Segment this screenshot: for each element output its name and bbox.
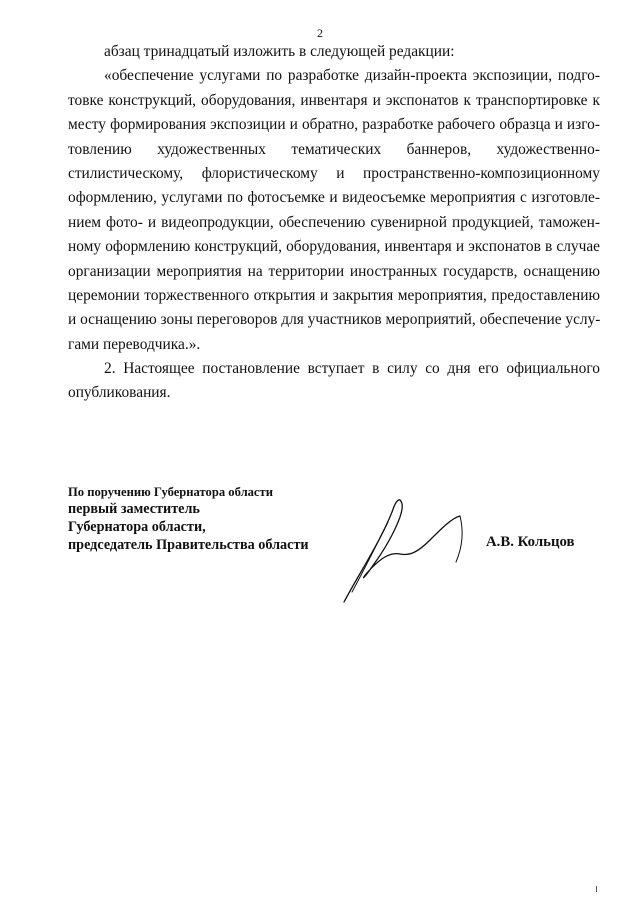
paragraph-line: нием фото- и видеопродукции, обеспечению сувенирной продукцией, таможен-: [68, 213, 600, 231]
paragraph-line: опубликования.: [68, 384, 171, 402]
paragraph-line: церемонии торжественного открытия и закрытия мероприятия, предоставлению: [68, 286, 600, 304]
paragraph-line: оформлению, услугами по фотосъемке и видеосъемке мероприятия с изготовле-: [68, 189, 600, 207]
handwritten-signature: [330, 492, 480, 612]
paragraph-line: абзац тринадцатый изложить в следующей редакции:: [104, 43, 455, 60]
paragraph-line: 2. Настоящее постановление вступает в силу со дня его официального: [104, 360, 600, 378]
document-body: [68, 40, 600, 406]
signatory-position-line: председатель Правительства области: [68, 537, 309, 553]
paragraph-line: месту формирования экспозиции и обратно, разработке рабочего образца и изго-: [68, 116, 600, 134]
paragraph-line: «обеспечение услугами по разработке дизайн-проекта экспозиции, подго-: [104, 67, 600, 85]
paragraph-line: и оснащению зоны переговоров для участников мероприятий, обеспечение услу-: [68, 311, 601, 329]
signatory-name: А.В. Кольцов: [486, 534, 575, 550]
signatory-authority: По поручению Губернатора области: [68, 485, 273, 499]
paragraph-line: товлению художественных тематических баннеров, художественно-: [68, 140, 600, 158]
signatory-position-line: первый заместитель: [68, 501, 200, 517]
page-number: 2: [317, 26, 323, 40]
scan-mark: [596, 886, 597, 892]
paragraph-line: гами переводчика.».: [68, 335, 201, 353]
paragraph-line: организации мероприятия на территории иностранных государств, оснащению: [68, 262, 600, 280]
signatory-position-line: Губернатора области,: [68, 519, 206, 535]
paragraph-line: стилистическому, флористическому и пространственно-композиционному: [68, 164, 600, 182]
paragraph-line: ному оформлению конструкций, оборудования, инвентаря и экспонатов в случае: [68, 238, 600, 256]
paragraph-line: товке конструкций, оборудования, инвентаря и экспонатов к транспортировке к: [68, 91, 600, 109]
